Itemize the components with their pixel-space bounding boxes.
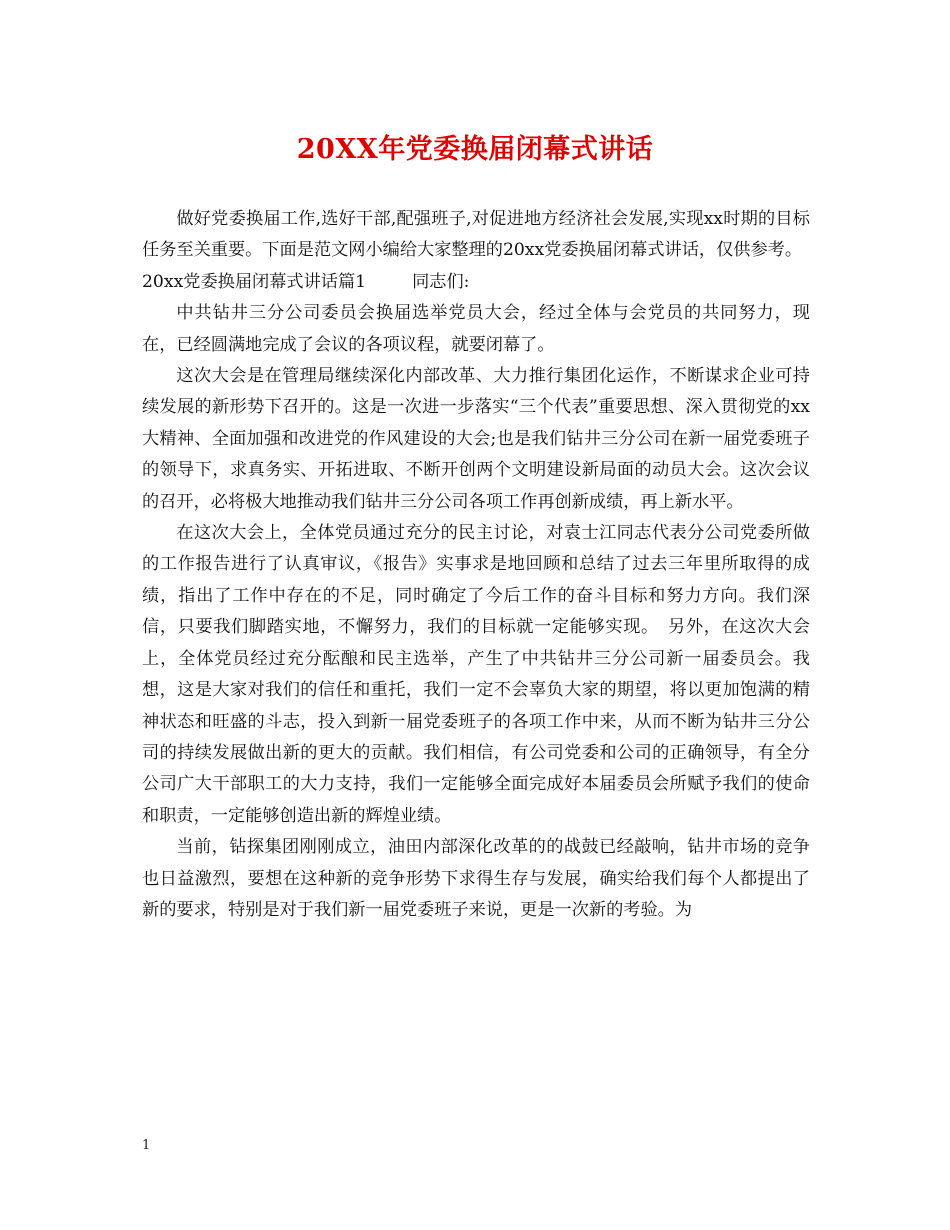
body-paragraph-1: 中共钻井三分公司委员会换届选举党员大会，经过全体与会党员的共同努力，现在，已经圆满地完成了会议的各项议程，就要闭幕了。	[142, 303, 810, 355]
intro-paragraph: 做好党委换届工作,选好干部,配强班子,对促进地方经济社会发展,实现xx时期的目标任务至关重要。下面是范文网小编给大家整理的20xx党委换届闭幕式讲话，仅供参考。	[142, 209, 810, 261]
salutation: 同志们:	[412, 271, 470, 292]
body-paragraph-2: 这次大会是在管理局继续深化内部改革、大力推行集团化运作，不断谋求企业可持续发展的新形势下召开的。这是一次进一步落实“三个代表”重要思想、深入贯彻党的xx大精神、全面加强和改进党的作风建设的大会;也是我们钻井三分公司在新一届党委班子的领导下，求真务实、开拓进取、不断开创两个文明建设新局面的动员大会。这次会议的召开，必将极大地推动我们钻井三分公司各项工作再创新成绩，再上新水平。	[142, 366, 810, 512]
document-title: 20XX年党委换届闭幕式讲话	[296, 134, 654, 165]
section-heading: 20xx党委换届闭幕式讲话篇1	[142, 271, 367, 292]
section-heading-line	[142, 267, 810, 298]
page-number: 1	[142, 1138, 151, 1153]
body-paragraph-4: 当前，钻探集团刚刚成立，油田内部深化改革的的战鼓已经敲响，钻井市场的竞争也日益激烈，要想在这种新的竞争形势下求得生存与发展，确实给我们每个人都提出了新的要求，特别是对于我们新一届党委班子来说，更是一次新的考验。为	[142, 837, 810, 920]
body-paragraph-3: 在这次大会上，全体党员通过充分的民主讨论，对袁士江同志代表分公司党委所做的工作报告进行了认真审议，《报告》实事求是地回顾和总结了过去三年里所取得的成绩，指出了工作中存在的不足，同时确定了今后工作的奋斗目标和努力方向。我们深信，只要我们脚踏实地，不懈努力，我们的目标就一定能够实现。 另外，在这次大会上，全体党员经过充分酝酿和民主选举，产生了中共钻井三分公司新一届委员会。我想，这是大家对我们的信任和重托，我们一定不会辜负大家的期望，将以更加饱满的精神状态和旺盛的斗志，投入到新一届党委班子的各项工作中来，从而不断为钻井三分公司的持续发展做出新的更大的贡献。我们相信，有公司党委和公司的正确领导，有全分公司广大干部职工的大力支持，我们一定能够全面完成好本届委员会所赋予我们的使命和职责，一定能够创造出新的辉煌业绩。	[142, 523, 810, 826]
document-body	[142, 204, 810, 926]
